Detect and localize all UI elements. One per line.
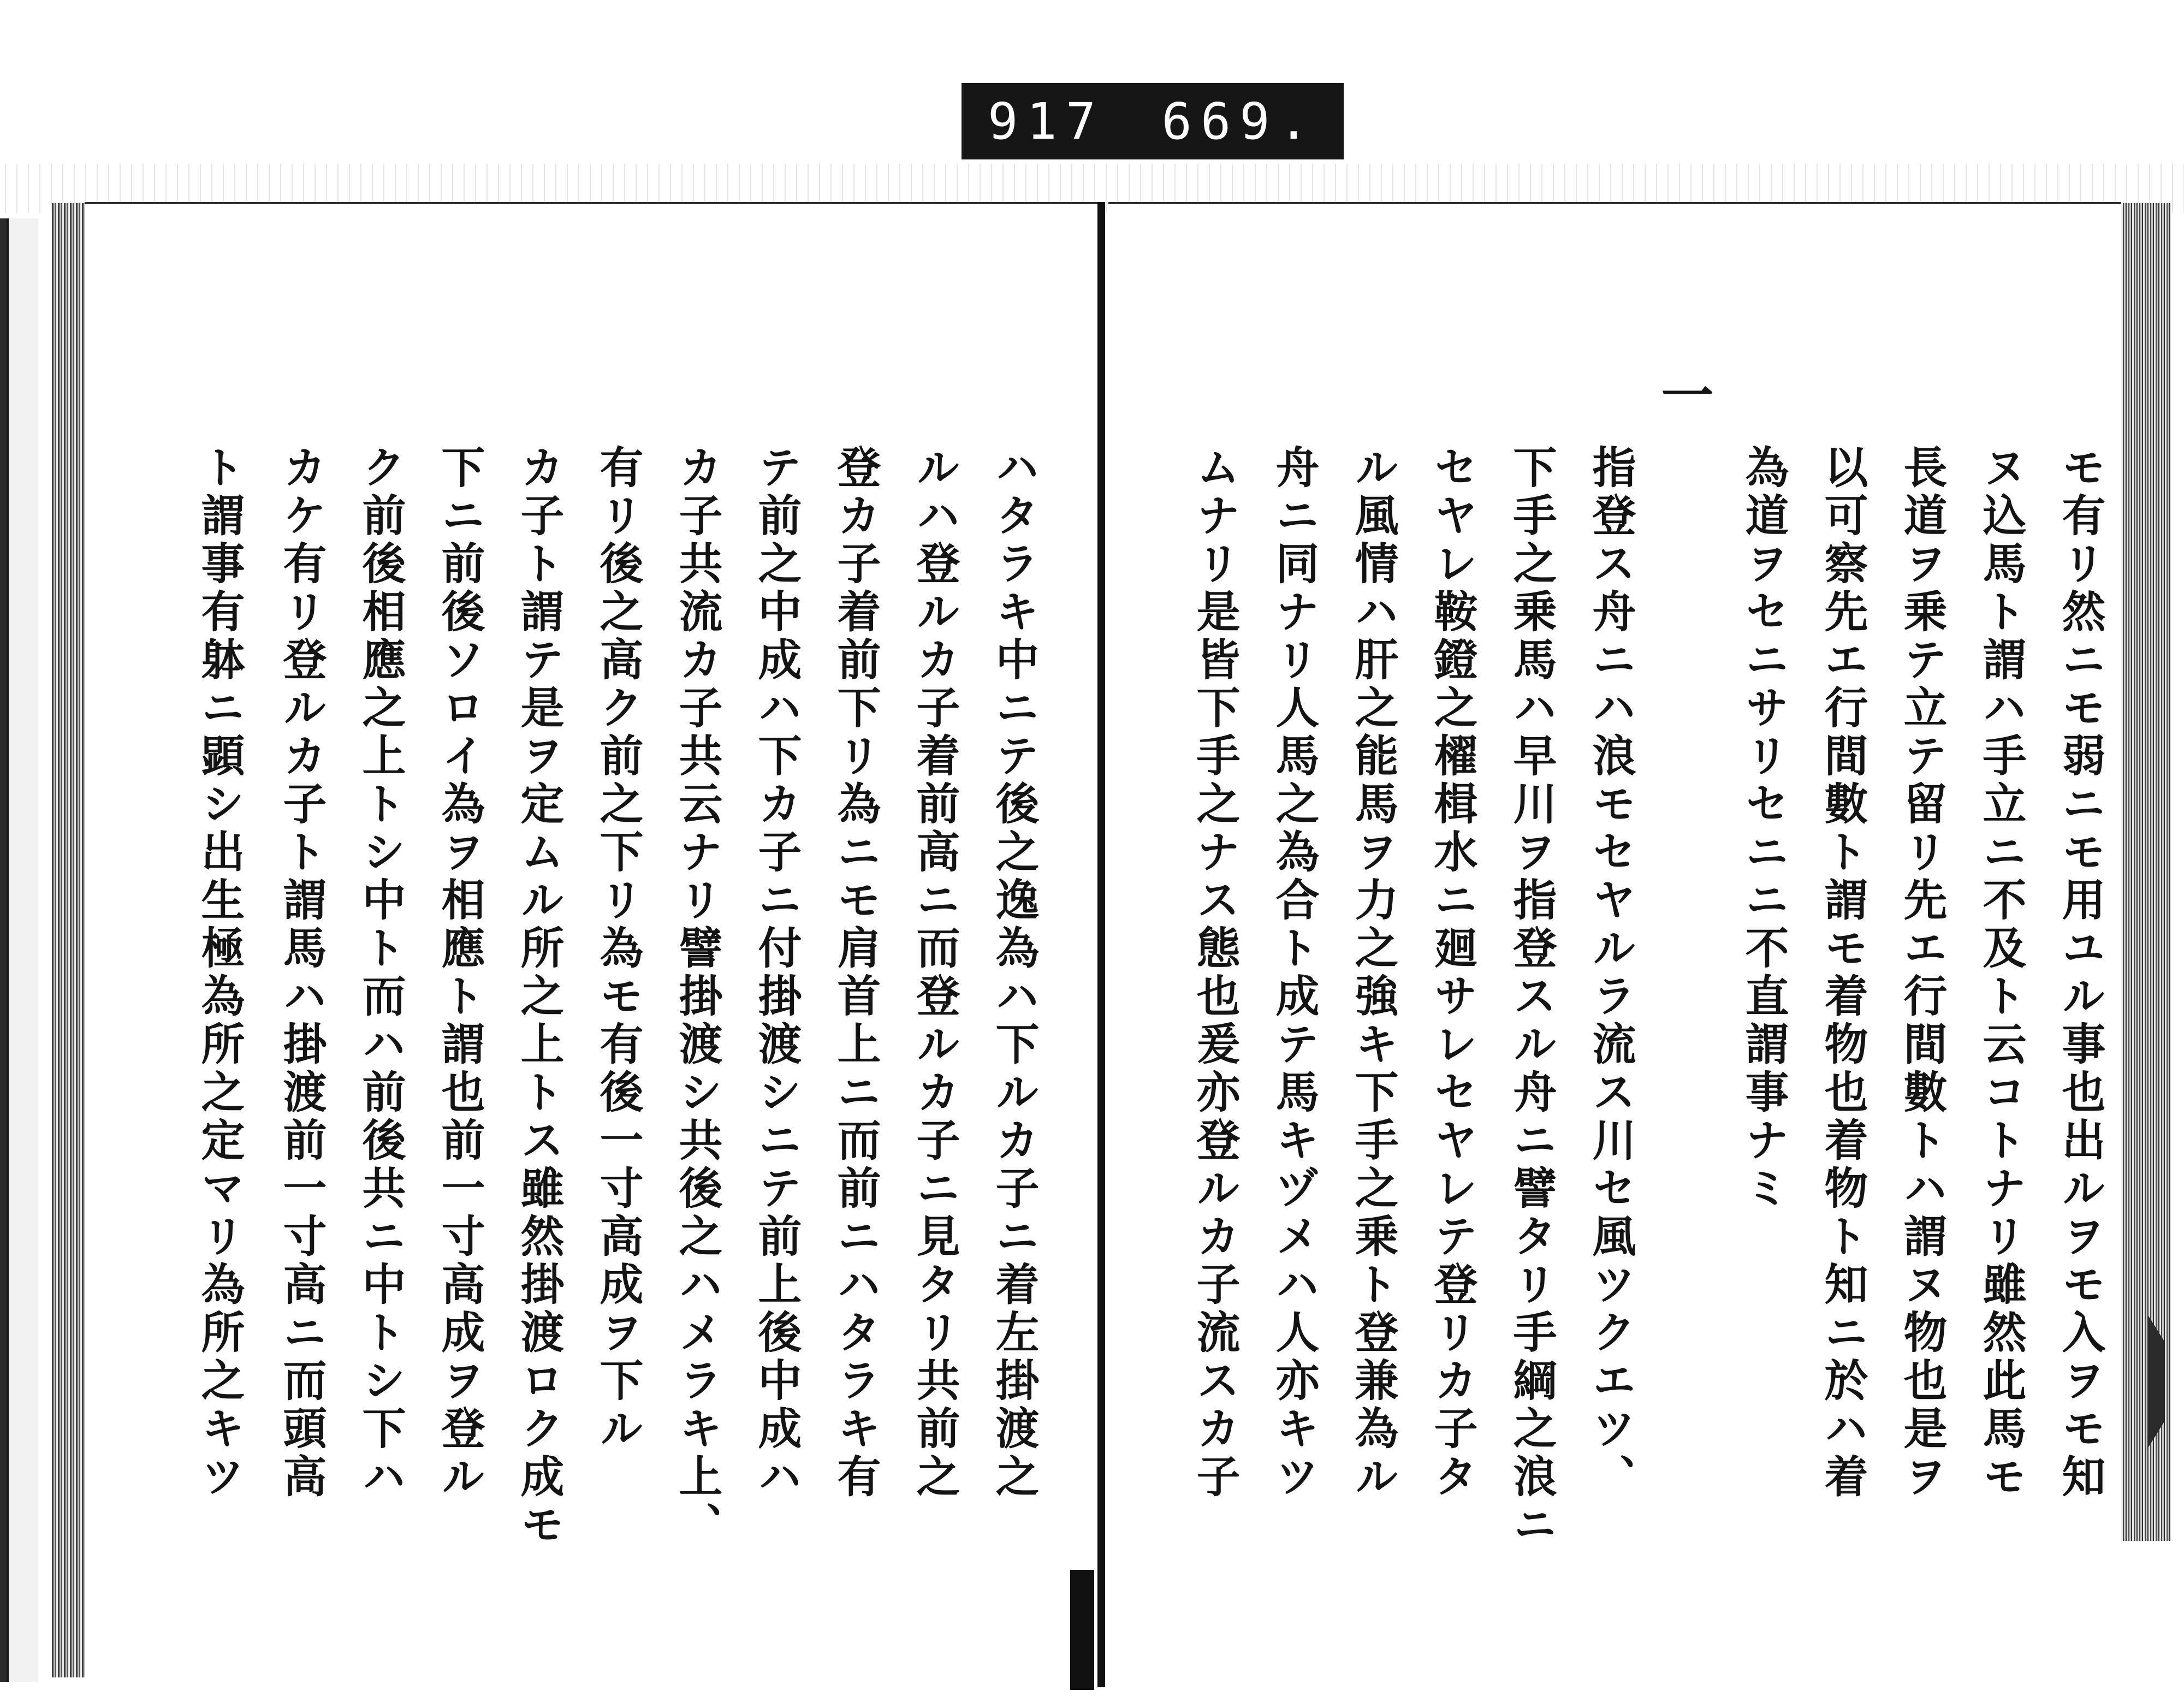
left-page-column-9: 登カ子着前下リ為ニモ肩首上ニ而前ニハタラキ有	[830, 444, 881, 1502]
right-page-column-1: モ有リ然ニモ弱ニモ用ユル事也出ルヲモ入ヲモ知	[2055, 444, 2106, 1502]
right-page-column-11: 舟ニ同ナリ人馬之為合ト成テ馬キヅメハ人亦キツ	[1268, 444, 1320, 1502]
left-page-column-5: カ子ト謂テ是ヲ定ムル所之上トス雖然掛渡ロク成モ	[513, 444, 565, 1550]
frame-number-right: 669.	[1161, 92, 1317, 151]
left-page-column-11: ハタラキ中ニテ後之逸為ハ下ルカ子ニ着左掛渡之	[988, 444, 1040, 1502]
right-page-column-7: 指登ス舟ニハ浪モセヤルラ流ス川セ風ツクエツ、	[1585, 444, 1636, 1502]
left-page-column-7: カ子共流カ子共云ナリ譬掛渡シ共後之ハメラキ上、	[672, 444, 723, 1550]
book-spine	[1097, 202, 1105, 1687]
spine-binding-block	[1070, 1570, 1094, 1690]
right-page-column-9: セヤレ鞍鐙之櫂楫水ニ廻サレセヤレテ登リカ子タ	[1427, 444, 1478, 1502]
right-page-column-8: 下手之乗馬ハ早川ヲ指登スル舟ニ譬タリ手綱之浪ニ	[1506, 444, 1557, 1550]
left-page-column-10: ルハ登ルカ子着前高ニ而登ルカ子ニ見タリ共前之	[909, 444, 960, 1502]
left-page-column-4: 下ニ前後ソロイ為ヲ相應ト謂也前一寸高成ヲ登ル	[434, 444, 485, 1502]
right-page-column-4: 以可察先エ行間數ト謂モ着物也着物ト知ニ於ハ着	[1817, 444, 1868, 1502]
right-page-column-12: ムナリ是皆下手之ナス態也爰亦登ルカ子流スカ子	[1189, 444, 1241, 1502]
left-page-column-2: カケ有リ登ルカ子ト謂馬ハ掛渡前一寸高ニ而頭高	[276, 444, 327, 1502]
right-page-column-10: ル風情ハ肝之能馬ヲ力之強キ下手之乗ト登兼為ル	[1348, 444, 1399, 1502]
open-book	[0, 197, 2184, 1702]
right-page-item-marker: 一	[1653, 368, 1714, 425]
right-page	[1108, 202, 2121, 1689]
frame-number-left: 917	[988, 92, 1105, 151]
left-page-column-6: 有リ後之高ク前之下リ為モ有後一寸高成ヲ下ル	[592, 444, 644, 1454]
left-page-column-3: ク前後相應之上トシ中ト而ハ前後共ニ中トシ下ハ	[355, 444, 406, 1502]
book-cover-left	[0, 218, 38, 1682]
frame-number-label	[962, 83, 1344, 159]
left-page-column-8: テ前之中成ハ下カ子ニ付掛渡シニテ前上後中成ハ	[751, 444, 802, 1502]
right-page-column-2: ヌ込馬ト謂ハ手立ニ不及ト云コトナリ雖然此馬モ	[1975, 444, 2027, 1502]
left-page	[85, 202, 1101, 1689]
page-edges-left	[52, 203, 85, 1677]
left-page-column-1: ト謂事有躰ニ顕シ出生極為所之定マリ為所之キツ	[194, 444, 245, 1502]
right-page-column-3: 長道ヲ乗テ立テ留リ先エ行間數トハ謂ヌ物也是ヲ	[1896, 444, 1948, 1502]
right-page-column-5: 為道ヲセニサリセニニ不直謂事ナミ	[1738, 444, 1789, 1213]
